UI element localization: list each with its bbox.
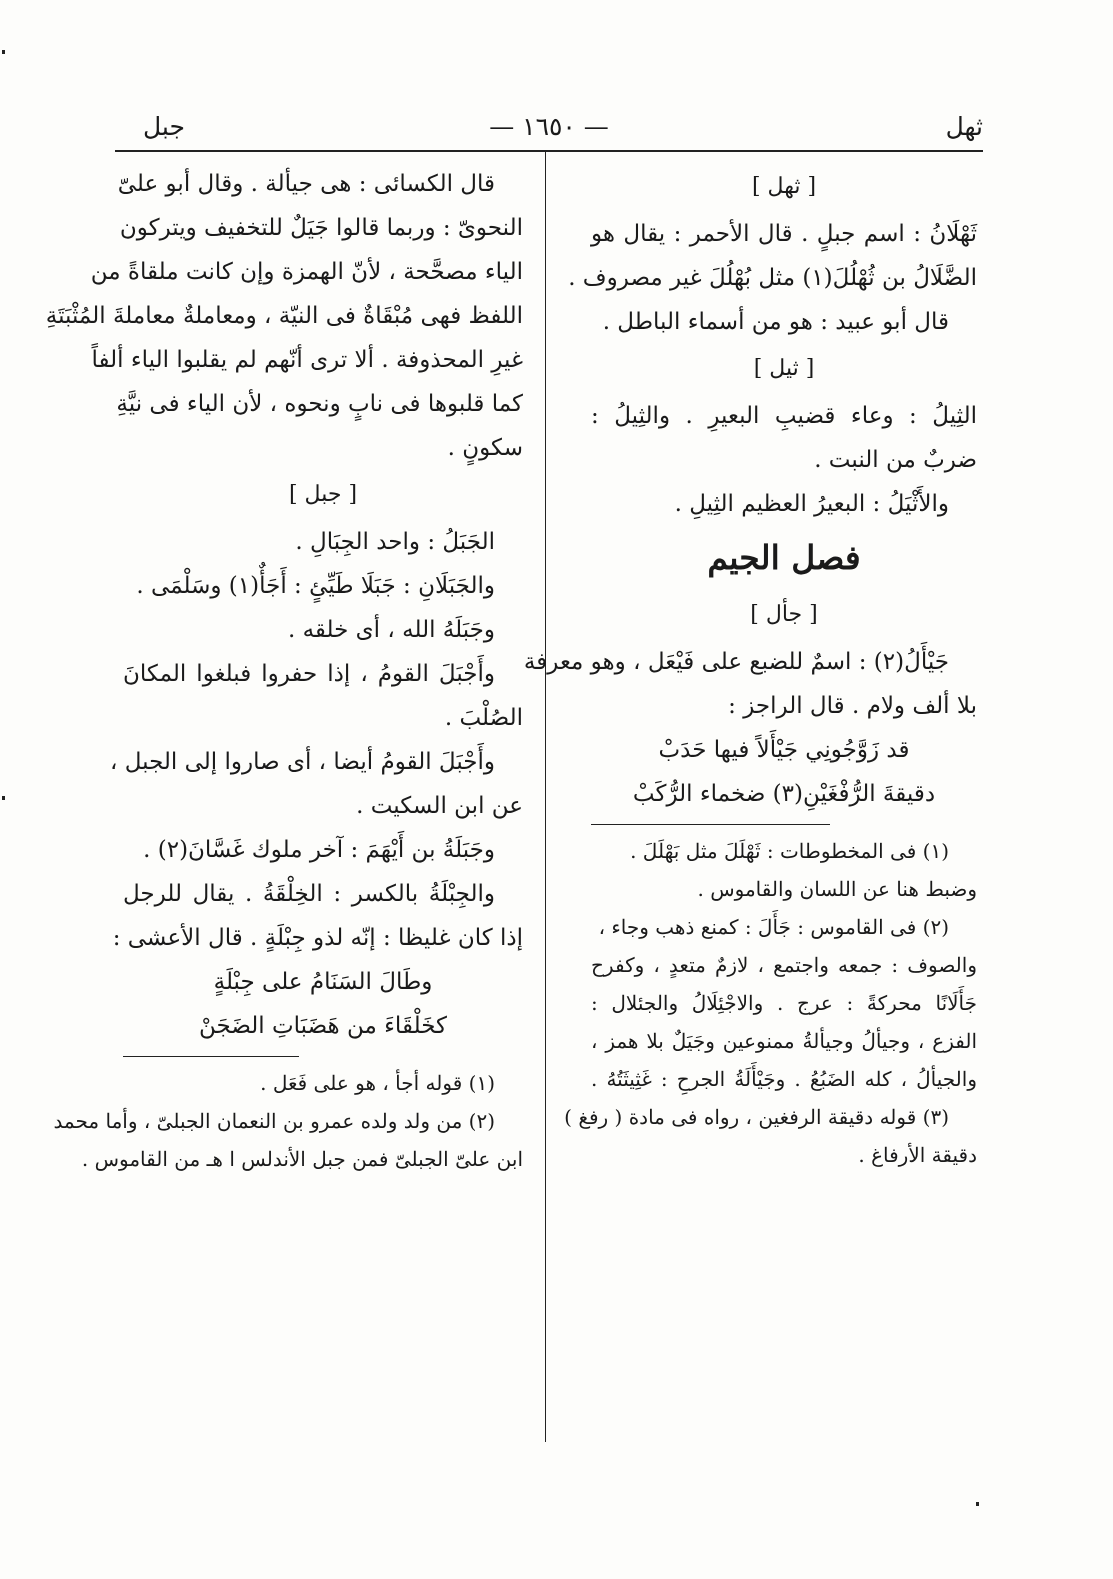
verse-line: وطَالَ السَنَامُ على جِبْلَةٍ: [213, 969, 433, 995]
text-line: النحوىّ : وربما قالوا جَيَلٌ للتخفيف ويتركون: [119, 215, 523, 241]
right-column: [523, 162, 977, 1174]
text-line: ثَهْلَانُ : اسم جبلٍ . قال الأحمر : يقال هو: [591, 221, 977, 247]
text-line: الياء مصحَّحة ، لأنّ الهمزة وإن كانت ملقاةً من: [90, 259, 523, 285]
header-root-right: ثهل: [945, 112, 983, 141]
text-line: إذا كان غليظا : إنّه لذو جِبْلَةٍ . قال الأعشى :: [112, 925, 523, 951]
footnote-line: وضبط هنا عن اللسان والقاموس .: [697, 877, 977, 901]
left-column: [45, 162, 523, 1178]
verse-line: قد زَوَّجُونِي جَيْأَلاً فيها حَدَبْ: [658, 737, 910, 763]
header-root-left: جبل: [143, 112, 185, 141]
footnote-line: الفزع ، وجيألُ وجيألةُ ممنوعين وجَيَلٌ بلا همز ،: [591, 1029, 977, 1053]
page-number: — ١٦٥٠ —: [489, 112, 609, 141]
section-title: فصل الجيم: [707, 538, 861, 577]
text-line: الثِيلُ : وعاء قضيبِ البعيرِ . والثِيلُ :: [591, 403, 977, 429]
text-line: الصُلْبَ .: [444, 705, 523, 731]
footnote-line: (٣) قوله دقيقة الرفغين ، رواه فى مادة ( رفغ ): [564, 1105, 949, 1129]
footnote-line: ابن علىّ الجبلىّ فمن جبل الأندلس ا هـ من القاموس .: [81, 1147, 523, 1171]
footnote-line: والجيألُ ، كله الضَبُعُ . وجَيْأَلَةُ الجرحِ : غَثِيثَتُهُ .: [591, 1067, 977, 1091]
column-divider: [545, 150, 546, 1442]
footnote-line: (١) فى المخطوطات : ثَهْلَلَ مثل بَهْلَلَ .: [630, 839, 949, 863]
footnote-line: (٢) من ولد ولده عمرو بن النعمان الجبلىّ ، وأما محمد: [53, 1109, 495, 1133]
text-line: وأَجْبَلَ القومُ ، إذا حفروا فبلغوا المكانَ: [123, 661, 495, 687]
scan-speck: [976, 1502, 979, 1506]
entry-heading-thyl: [ ثيل ]: [753, 356, 815, 381]
footnote-rule: [123, 1048, 523, 1064]
running-header: [115, 112, 983, 152]
text-line: كما قلبوها فى نابٍ ونحوه ، لأن الياء فى نيَّةِ: [116, 391, 523, 417]
entry-heading-jal: [ جأل ]: [750, 602, 818, 627]
scan-speck: [2, 796, 5, 800]
text-line: قال الكسائى : هى جيألة . وقال أبو علىّ: [117, 171, 495, 197]
footnote-line: دقيقة الأرفاغ .: [858, 1143, 977, 1167]
entry-heading-jbl: [ جبل ]: [288, 482, 358, 507]
text-line: اللفظ فهى مُبْقَاةٌ فى النيّة ، ومعاملةٌ معاملةَ المُثْبَتَةِ: [45, 303, 523, 329]
verse-line: دقيقةَ الرُّفْغَيْنِ(٣) ضخماء الرُّكَبْ: [632, 781, 936, 807]
text-line: والجِبْلَةُ بالكسر : الخِلْقَةُ . يقال للرجل: [123, 881, 495, 907]
text-line: عن ابن السكيت .: [356, 793, 523, 819]
text-line: قال أبو عبيد : هو من أسماء الباطل .: [602, 309, 949, 335]
header-rule: [115, 150, 983, 152]
text-line: والجَبَلَانِ : جَبَلَا طَيِّئٍ : أَجَأٌ(١) وسَلْمَى .: [136, 573, 495, 599]
text-line: جَيْأَلُ(٢) : اسمٌ للضبع على فَيْعَل ، وهو معرفة: [523, 649, 949, 675]
verse-line: كخَلْقَاءَ من هَضَبَاتِ الضَجَنْ: [198, 1013, 447, 1039]
text-line: الجَبَلُ : واحد الجِبَالِ .: [295, 529, 495, 555]
entry-heading-thhl: [ ثهل ]: [751, 174, 817, 199]
text-line: سكونٍ .: [447, 435, 523, 461]
text-line: وجَبَلَةُ بن أَيْهَمَ : آخر ملوك غَسَّانَ(٢) .: [143, 837, 495, 863]
footnote-line: (١) قوله أجأ ، هو على فَعَل .: [260, 1071, 495, 1095]
text-line: ضربٌ من النبت .: [814, 447, 977, 473]
text-line: بلا ألف ولام . قال الراجز :: [728, 693, 977, 719]
text-line: والأَثْيَلُ : البعيرُ العظيم الثِيلِ .: [674, 491, 949, 517]
text-line: وأَجْبَلَ القومُ أيضا ، أى صاروا إلى الجبل ،: [109, 749, 495, 775]
footnote-rule: [591, 816, 977, 832]
scan-speck: [2, 50, 5, 54]
text-line: وجَبَلَهُ الله ، أى خلقه .: [287, 617, 495, 643]
footnote-line: (٢) فى القاموس : جَأَلَ : كمنع ذهب وجاء ،: [598, 915, 949, 939]
footnote-line: جَأَلَانًا محركةً : عرج . والاجْئِلَالُ والجئلال :: [591, 991, 977, 1015]
footnote-line: والصوف : جمعه واجتمع ، لازمٌ متعدٍ ، وكفرح: [591, 953, 977, 977]
text-line: الضَّلَالُ بن ثُهْلُلَ(١) مثل بُهْلُلَ غير مصروف .: [568, 265, 977, 291]
text-line: غيرِ المحذوفة . ألا ترى أنّهم لم يقلبوا الياء ألفاً: [91, 347, 523, 373]
